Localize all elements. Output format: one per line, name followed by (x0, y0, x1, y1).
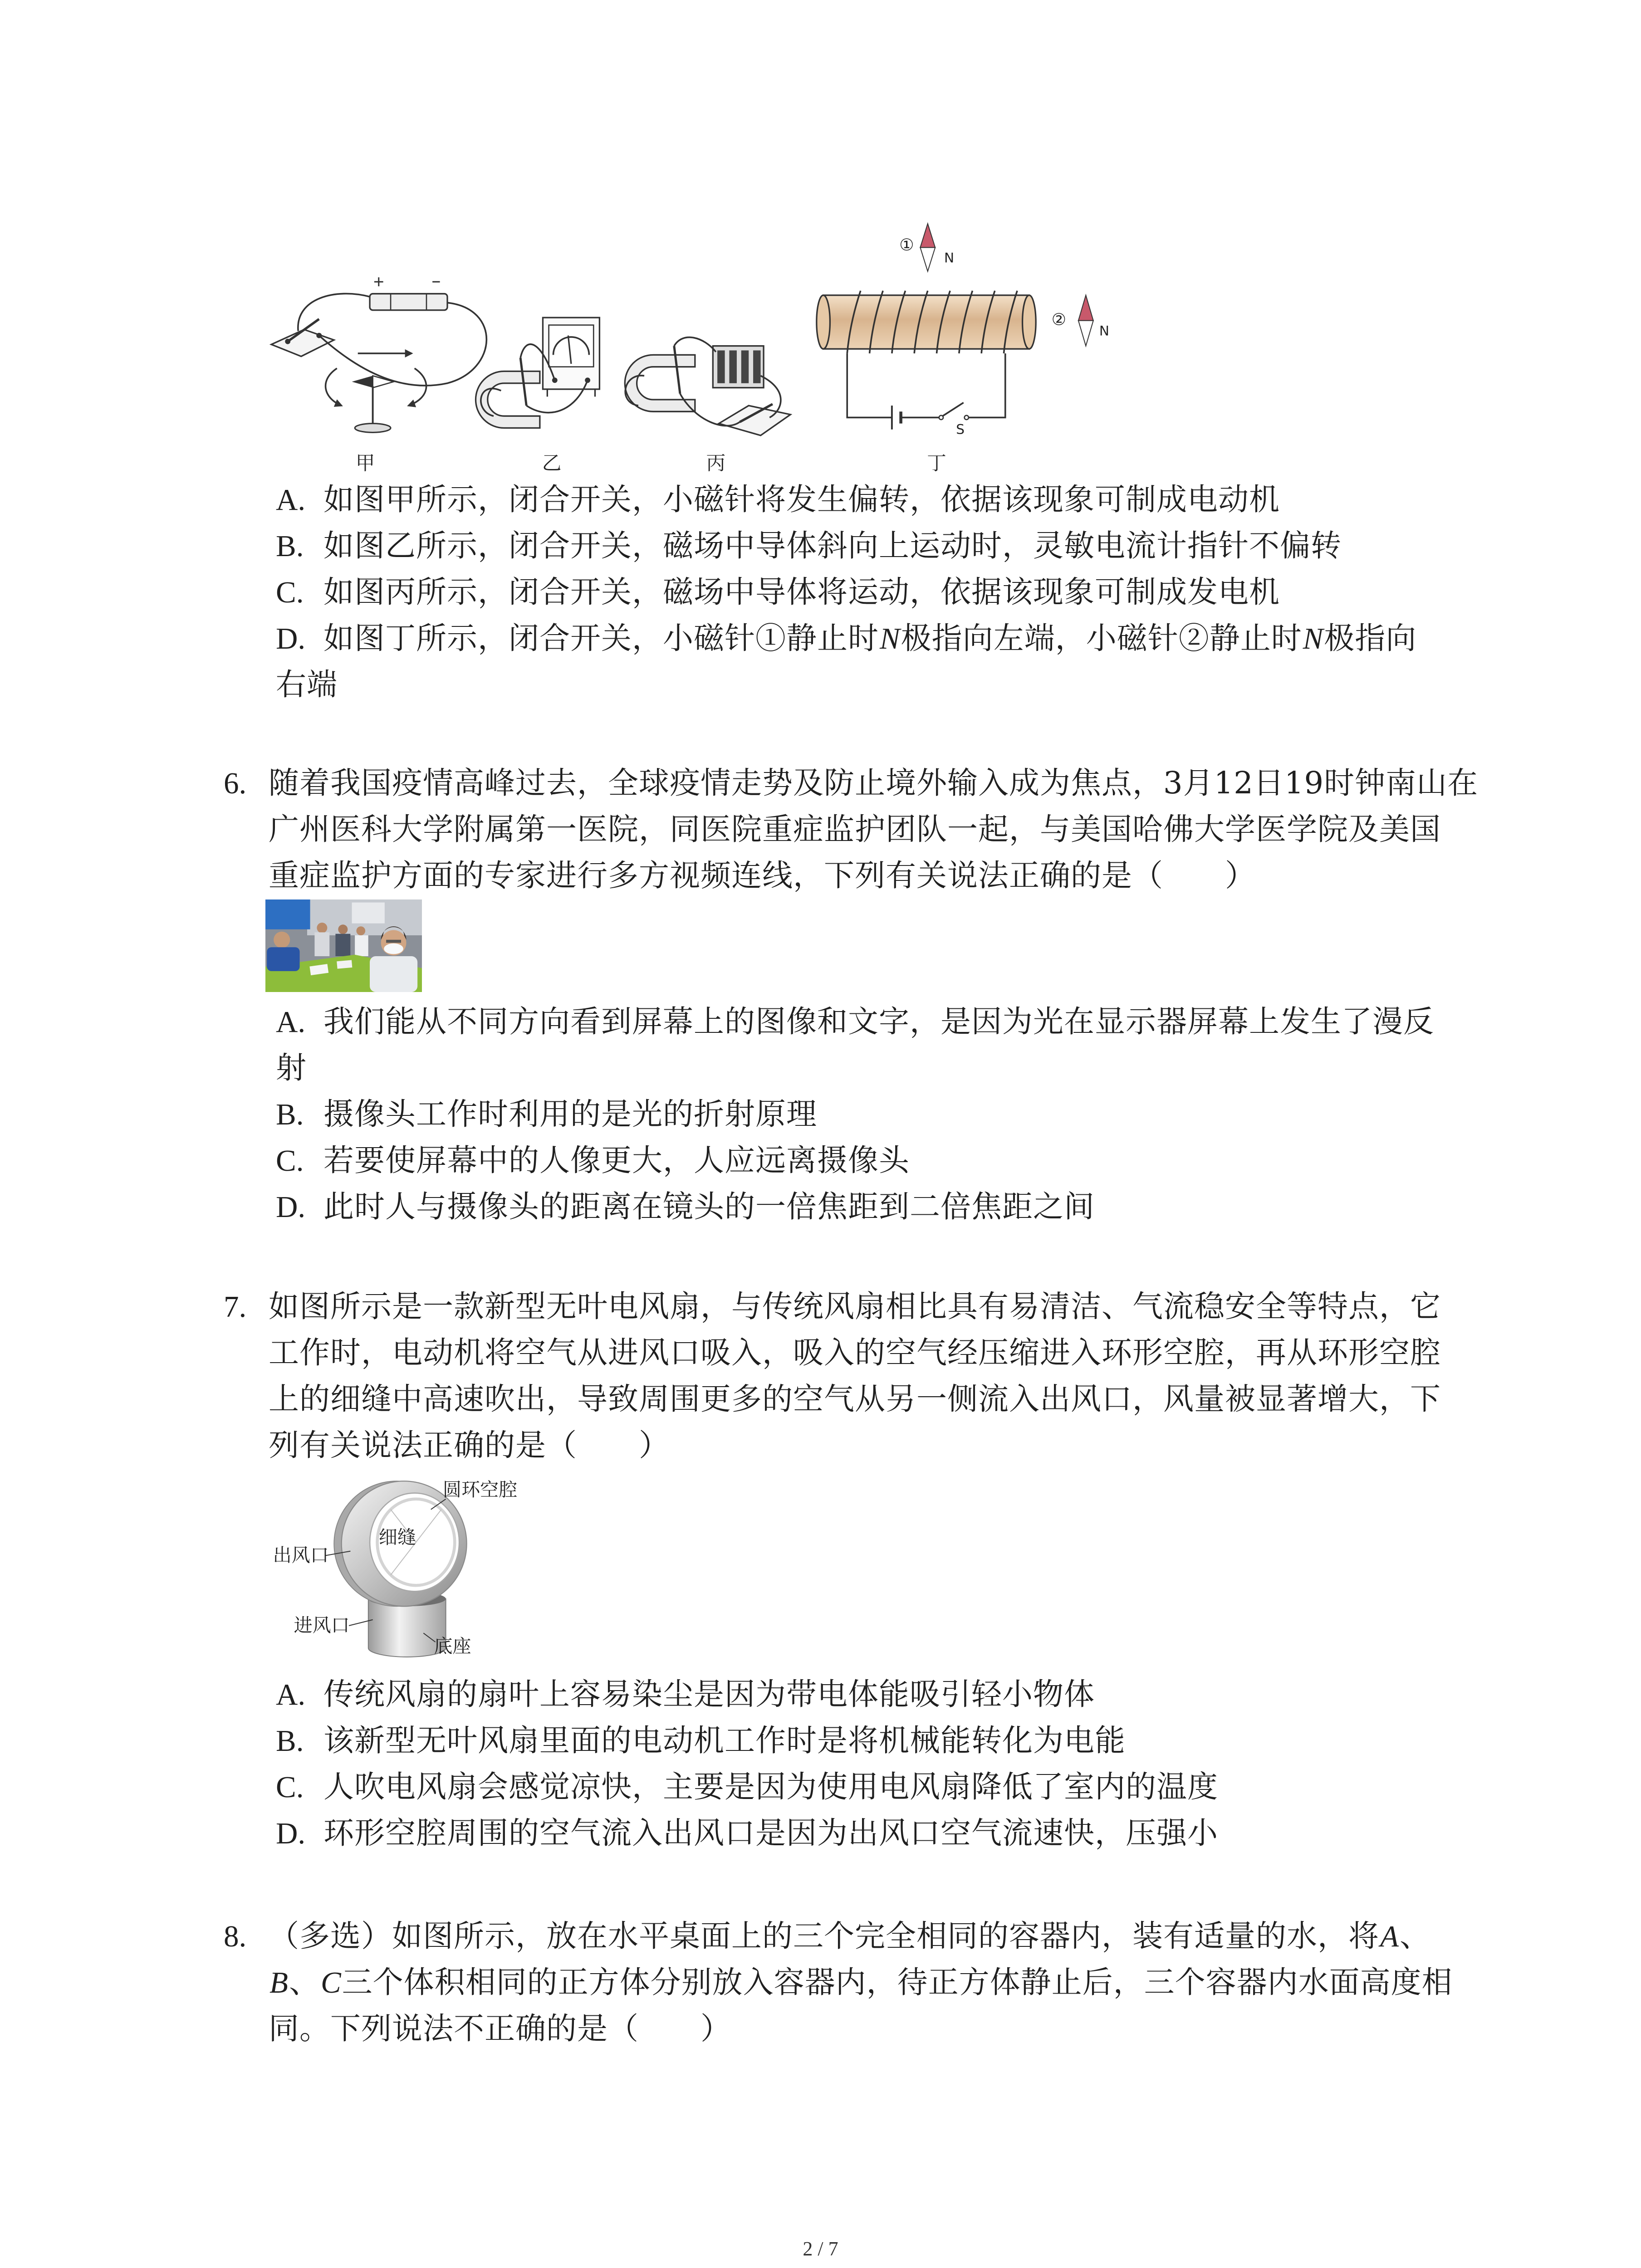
panel-label-ding: 丁 (927, 452, 946, 475)
q5-option-d-variable-n: N (880, 622, 900, 655)
bladeless-fan-figure (265, 1469, 541, 1663)
q5-option-b-label: B. (276, 529, 304, 563)
battery-cell (729, 351, 736, 383)
q7-stem-text: 如图所示是一款新型无叶电风扇，与传统风扇相比具有易清洁、气流稳安全等特点，它 (269, 1289, 1441, 1324)
q6-stem-text: 随着我国疫情高峰过去，全球疫情走势及防止境外输入成为焦点，3月12日19时钟南山在 (269, 765, 1479, 801)
panel-label-jia: 甲 (355, 452, 375, 475)
switch-contact (939, 415, 943, 420)
q7-option-c-text: 人吹电风扇会感觉凉快，主要是因为使用电风扇降低了室内的温度 (323, 1769, 1218, 1804)
wire (319, 303, 486, 386)
q5-option-a (276, 476, 1280, 523)
photo-masked-man-body (370, 956, 417, 992)
q6-option-c-text: 若要使屏幕中的人像更大，人应远离摄像头 (323, 1143, 910, 1178)
q5-option-c (276, 569, 1280, 615)
q5-option-c-label: C. (276, 576, 304, 609)
q7-stem-line-2: 工作时，电动机将空气从进风口吸入，吸入的空气经压缩进入环形空腔，再从环形空腔 (269, 1335, 1441, 1370)
battery (370, 294, 447, 310)
q8-variable-c: C (320, 1966, 341, 1999)
q6-option-a (276, 998, 1434, 1045)
photo-person-body (314, 932, 329, 956)
q8-variable-b: B (269, 1966, 288, 1999)
q5-option-b-text: 如图乙所示，闭合开关，磁场中导体斜向上运动时，灵敏电流计指针不偏转 (323, 528, 1342, 563)
q5-option-d-variable-n: N (1303, 622, 1323, 655)
switch-board (271, 329, 334, 356)
horseshoe-magnet (475, 371, 539, 428)
q5-option-a-label: A. (276, 483, 306, 517)
switch-contact (965, 415, 969, 420)
q7-stem-line-3: 上的细缝中高速吹出，导致周围更多的空气从另一侧流入出风口，风量被显著增大，下 (269, 1381, 1441, 1417)
q6-option-c (276, 1137, 910, 1183)
figure-bing-motor-principle (625, 337, 790, 435)
photo-person-body (355, 935, 368, 956)
q8-punctuation: 、 (1399, 1918, 1430, 1954)
q5-option-d-text-part: 极指向左端，小磁针②静止时 (901, 621, 1302, 656)
circuit-wire (847, 353, 892, 417)
q5-option-d-text-part: 极指向 (1324, 621, 1417, 656)
q7-stem-line-4: 列有关说法正确的是（ ） (269, 1427, 670, 1463)
q7-option-d-label: D. (276, 1817, 306, 1850)
q5-option-d (276, 615, 1416, 661)
compass-2-south-half (1078, 321, 1093, 346)
panel-label-yi: 乙 (542, 452, 562, 475)
q6-option-a-label: A. (276, 1005, 306, 1039)
compass-2-pole-label: N (1099, 323, 1110, 339)
label-slit: 细缝 (378, 1526, 416, 1549)
circuit-wire (968, 353, 1005, 417)
photo-man-body (267, 947, 299, 971)
photo-person-body (335, 934, 350, 956)
q8-stem-line-3: 同。下列说法不正确的是（ ） (269, 2011, 731, 2046)
photo-person-head (338, 924, 348, 934)
q5-option-a-text: 如图甲所示，闭合开关，小磁针将发生偏转，依据该现象可制成电动机 (323, 482, 1280, 517)
q7-stem-line-1 (224, 1283, 1441, 1330)
q7-option-a (276, 1671, 1095, 1717)
q5-option-c-text: 如图丙所示，闭合开关，磁场中导体将运动，依据该现象可制成发电机 (323, 574, 1280, 610)
video-conference-photo (265, 899, 422, 992)
q7-option-a-text: 传统风扇的扇叶上容易染尘是因为带电体能吸引轻小物体 (323, 1677, 1095, 1712)
photo-window (352, 903, 385, 924)
compass-2-north-half (1078, 295, 1093, 321)
q5-option-d-text-part: 如图丁所示，闭合开关，小磁针①静止时 (323, 621, 879, 656)
q7-option-b-text: 该新型无叶风扇里面的电动机工作时是将机械能转化为电能 (323, 1723, 1126, 1758)
q8-punctuation: 、 (289, 1965, 320, 2000)
q6-option-d-label: D. (276, 1190, 306, 1224)
conductor-rod (674, 346, 680, 394)
q7-option-d-text: 环形空腔周围的空气流入出风口是因为出风口空气流速快，压强小 (323, 1815, 1218, 1851)
q7-option-a-label: A. (276, 1678, 306, 1711)
compass-1-pole-label: N (944, 250, 955, 266)
photo-blue-banner (265, 899, 310, 929)
q6-option-b-label: B. (276, 1098, 304, 1131)
q5-option-b (276, 523, 1342, 569)
photo-paper (337, 960, 352, 968)
q6-stem-line-3: 重症监护方面的专家进行多方视频连线，下列有关说法正确的是（ ） (269, 858, 1256, 893)
q5-option-d-continuation: 右端 (276, 667, 338, 702)
solenoid-end (1023, 295, 1036, 349)
compass-1-north-half (920, 224, 935, 248)
photo-face-mask (384, 943, 403, 954)
page-number: 2 / 7 (803, 2238, 838, 2260)
q6-stem-line-1 (224, 760, 1478, 806)
battery-cell (717, 351, 725, 383)
switch-terminal (285, 339, 290, 344)
switch-label: S (956, 421, 965, 437)
q6-option-b (276, 1091, 817, 1137)
q8-variable-a: A (1380, 1920, 1399, 1953)
q6-option-a-text: 我们能从不同方向看到屏幕上的图像和文字，是因为光在显示器屏幕上发生了漫反 (323, 1004, 1434, 1039)
q7-option-b-label: B. (276, 1724, 304, 1758)
q6-number: 6. (224, 767, 247, 800)
solenoid-core (823, 295, 1029, 349)
photo-glasses (386, 940, 401, 943)
switch-board (719, 406, 790, 435)
label-ring-cavity: 圆环空腔 (443, 1479, 518, 1501)
label-base: 底座 (434, 1635, 471, 1657)
battery-cell (753, 351, 760, 383)
compass-2-marker: ② (1051, 309, 1067, 329)
rotation-arrow-icon (409, 368, 426, 406)
wire (674, 337, 716, 352)
q8-stem-line-2 (269, 1959, 1453, 2005)
q7-number: 7. (224, 1290, 247, 1324)
compass-1-south-half (920, 248, 935, 272)
q8-stem-line-1 (224, 1913, 1430, 1959)
q6-option-b-text: 摄像头工作时利用的是光的折射原理 (323, 1096, 817, 1132)
horseshoe-magnet (625, 355, 695, 411)
compass-base (355, 424, 391, 433)
compass-1-marker: ① (899, 235, 914, 255)
q6-stem-line-2: 广州医科大学附属第一医院，同医院重症监护团队一起，与美国哈佛大学医学院及美国 (269, 811, 1441, 847)
q6-option-d-text: 此时人与摄像头的距离在镜头的一倍焦距到二倍焦距之间 (323, 1189, 1095, 1224)
rotation-arrow-icon (326, 368, 342, 406)
plus-sign-icon (374, 277, 383, 286)
solenoid-end (817, 295, 830, 349)
q7-option-c-label: C. (276, 1770, 304, 1804)
q6-option-a-continuation: 射 (276, 1050, 307, 1085)
q7-option-b (276, 1717, 1126, 1764)
q7-option-c (276, 1764, 1218, 1810)
label-air-inlet: 进风口 (294, 1614, 350, 1637)
switch-blade (943, 403, 964, 416)
q8-number: 8. (224, 1920, 247, 1953)
photo-person-head (356, 926, 365, 935)
label-air-outlet: 出风口 (273, 1544, 329, 1566)
q5-option-d-label: D. (276, 622, 306, 655)
panel-label-bing: 丙 (706, 452, 726, 475)
photo-man-head (274, 932, 290, 948)
figure-jia-oersted-experiment (271, 277, 486, 432)
q6-option-c-label: C. (276, 1144, 304, 1178)
compass-needle-dark (352, 376, 373, 387)
figure-ding-solenoid (817, 224, 1109, 437)
q8-stem-text: 三个体积相同的正方体分别放入容器内，待正方体静止后，三个容器内水面高度相 (342, 1965, 1453, 2000)
figure-yi-induction (475, 318, 599, 428)
battery-cell (741, 351, 749, 383)
q6-option-d (276, 1183, 1095, 1230)
q5-figure (261, 209, 1141, 492)
photo-person-head (317, 923, 327, 933)
q8-stem-text: （多选）如图所示，放在水平桌面上的三个完全相同的容器内，装有适量的水，将 (269, 1918, 1379, 1954)
q7-option-d (276, 1810, 1218, 1856)
